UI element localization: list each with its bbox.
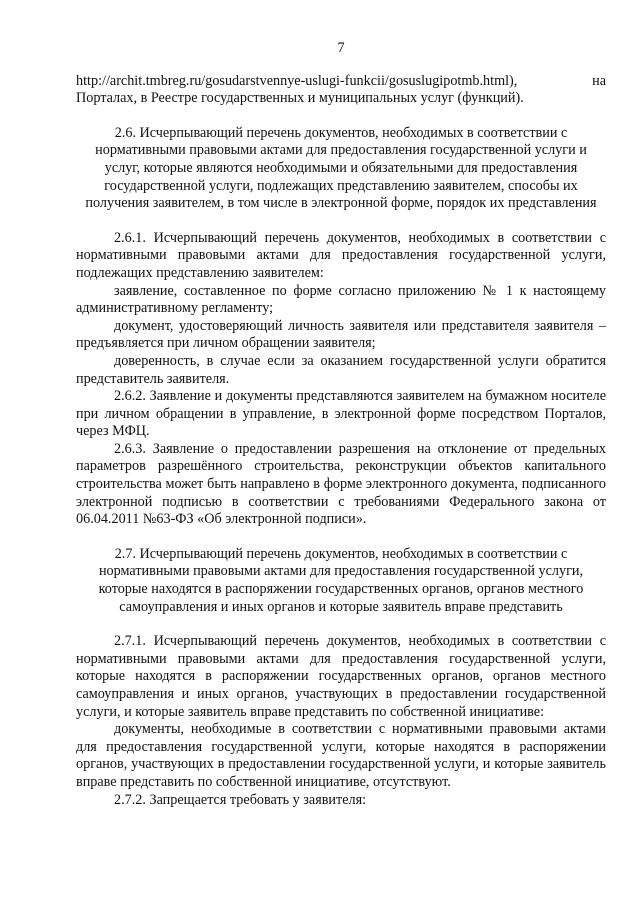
intro-url-line <box>76 73 606 91</box>
list-item-documents: документы, необходимые в соответствии с нормативными правовыми актами для предоставления государственной услуги, которые находятся в распоряжении органов, участвующих в предоставлении государственной услуги, и которые заявитель вправе представить по собственной инициативе, отсутствуют. <box>76 721 606 790</box>
paragraph-2-6-3: 2.6.3. Заявление о предоставлении разрешения на отклонение от предельных параметров разрешённого строительства, реконструкции объектов капитального строительства может быть направлено в форме электронного документа, подписанного электронной подписью в соответствии с требованиями Федерального закона от 06.04.2011 №63-ФЗ «Об электронной подписи». <box>76 440 606 528</box>
paragraph-2-7-1: 2.7.1. Исчерпывающий перечень документов, необходимых в соответствии с нормативными правовыми актами для предоставления государственной услуги, которые находятся в распоряжении государственных органов, органов местного самоуправления и иных органов, участвующих в предоставлении государственной услуги, и которые заявитель вправе представить по собственной инициативе: <box>76 633 606 720</box>
paragraph-2-6-2: 2.6.2. Заявление и документы представляются заявителем на бумажном носителе при личном обращении в управление, в электронной форме посредством Порталов, через МФЦ. <box>76 388 606 440</box>
list-item-proxy: доверенность, в случае если за оказанием государственной услуги обратится представитель заявителя. <box>76 352 606 387</box>
intro-url: http://archit.tmbreg.ru/gosudarstvennye-uslugi-funkcii/gosuslugipotmb.html), <box>76 72 518 89</box>
section-2-7-heading: 2.7. Исчерпывающий перечень документов, необходимых в соответствии с нормативными правовыми актами для предоставления государственной услуги, которые находятся в распоряжении государственных органов, органов местного самоуправления и иных органов и которые заявитель вправе представить <box>98 545 584 615</box>
paragraph-2-7-2: 2.7.2. Запрещается требовать у заявителя: <box>114 791 367 808</box>
section-2-6-heading: 2.6. Исчерпывающий перечень документов, необходимых в соответствии с нормативными правовыми актами для предоставления государственной услуги и услуг, которые являются необходимыми и обязательными для предоставления государственной услуги, подлежащих представлению заявителем, способы их получения заявителем, в том числе в электронной форме, порядок их представления <box>85 124 597 212</box>
list-item-application: заявление, составленное по форме согласно приложению № 1 к настоящему административному регламенту; <box>76 282 606 317</box>
document-page <box>76 40 606 809</box>
list-item-identity-document: документ, удостоверяющий личность заявителя или представителя заявителя – предъявляется при личном обращении заявителя; <box>76 317 606 352</box>
intro-trailing-word: на <box>592 72 606 89</box>
intro-second-line: Порталах, в Реестре государственных и муниципальных услуг (функций). <box>76 90 524 107</box>
paragraph-2-6-1: 2.6.1. Исчерпывающий перечень документов, необходимых в соответствии с нормативными правовыми актами для предоставления государственной услуги, подлежащих представлению заявителем: <box>76 229 606 281</box>
page-number: 7 <box>337 40 345 56</box>
